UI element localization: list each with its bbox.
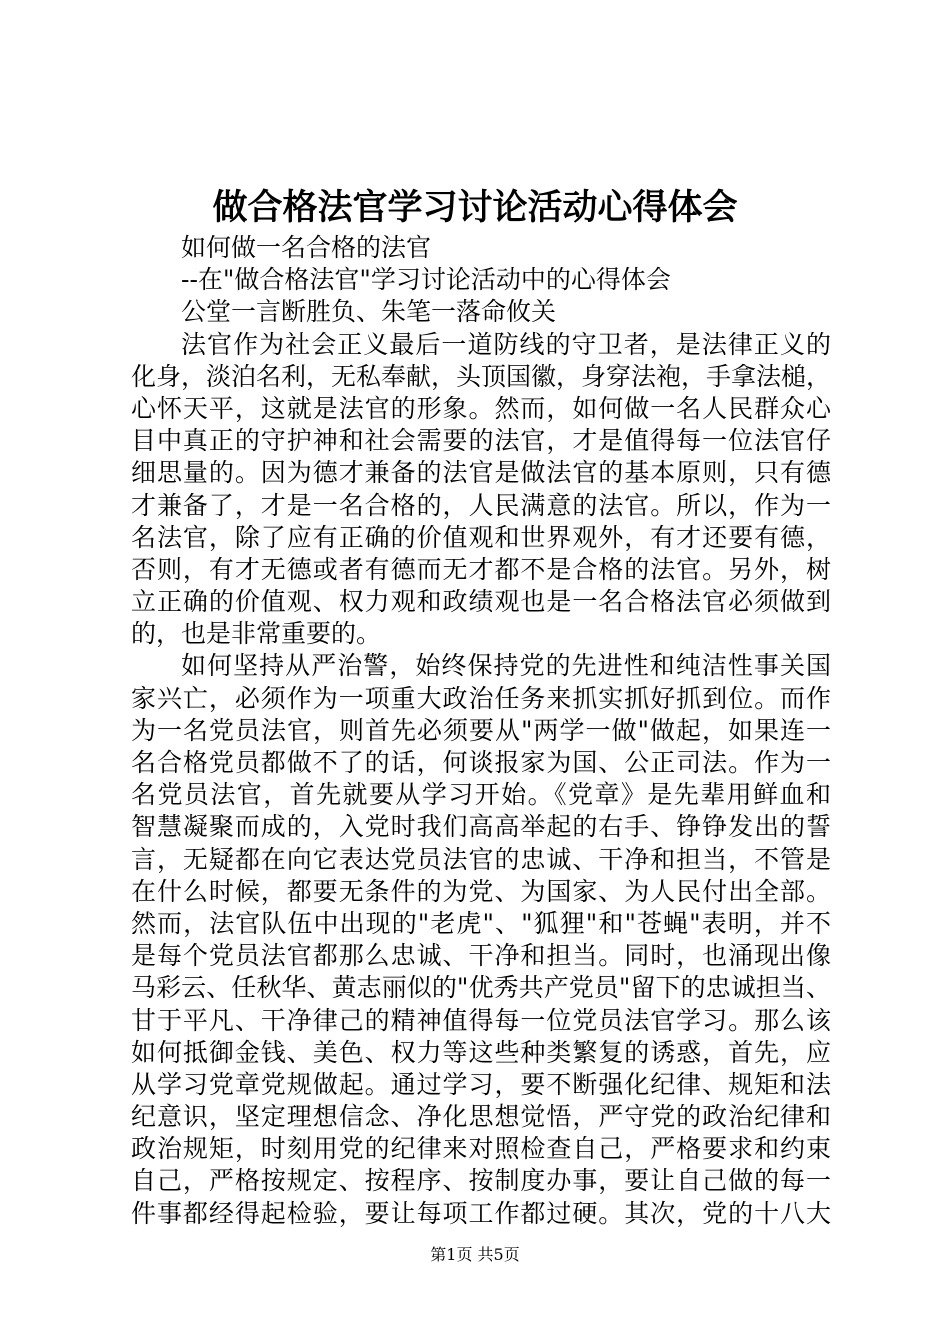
paragraph-line: 纪意识，坚定理想信念、净化思想觉悟，严守党的政治纪律和 xyxy=(131,1102,831,1132)
paragraph-line: 如何抵御金钱、美色、权力等这些种类繁复的诱惑，首先，应 xyxy=(131,1037,831,1067)
paragraph-line: 从学习党章党规做起。通过学习，要不断强化纪律、规矩和法 xyxy=(131,1069,831,1099)
paragraph-line: 家兴亡，必须作为一项重大政治任务来抓实抓好抓到位。而作 xyxy=(131,683,831,713)
paragraph-line: 名合格党员都做不了的话，何谈报家为国、公正司法。作为一 xyxy=(131,748,831,777)
paragraph-line: 为一名党员法官，则首先必须要从"两学一做"做起，如果连一 xyxy=(131,715,831,745)
paragraph-line: 化身，淡泊名利，无私奉献，头顶国徽，身穿法袍，手拿法槌， xyxy=(131,361,831,391)
page-number-footer: 第1页 共5页 xyxy=(430,1245,520,1264)
paragraph-line: 细思量的。因为德才兼备的法官是做法官的基本原则，只有德 xyxy=(131,458,831,488)
paragraph-line: 甘于平凡、干净律己的精神值得每一位党员法官学习。那么该 xyxy=(131,1005,831,1035)
paragraph-line: 名法官，除了应有正确的价值观和世界观外，有才还要有德， xyxy=(131,522,831,552)
paragraph-line: 立正确的价值观、权力观和政绩观也是一名合格法官必须做到 xyxy=(131,587,831,617)
paragraph-line: 智慧凝聚而成的，入党时我们高高举起的右手、铮铮发出的誓 xyxy=(131,812,831,842)
paragraph-line: 心怀天平，这就是法官的形象。然而，如何做一名人民群众心 xyxy=(131,393,831,423)
paragraph-line: 是每个党员法官都那么忠诚、干净和担当。同时，也涌现出像 xyxy=(131,941,831,971)
paragraph-line: 言，无疑都在向它表达党员法官的忠诚、干净和担当，不管是 xyxy=(131,844,831,874)
paragraph-line: 马彩云、任秋华、黄志丽似的"优秀共产党员"留下的忠诚担当、 xyxy=(131,973,831,1003)
subtitle-line: 公堂一言断胜负、朱笔一落命攸关 xyxy=(181,297,557,327)
subtitle-line: --在"做合格法官"学习讨论活动中的心得体会 xyxy=(181,265,671,295)
subtitle-line: 如何做一名合格的法官 xyxy=(181,233,432,262)
paragraph-line: 政治规矩，时刻用党的纪律来对照检查自己，严格要求和约束 xyxy=(131,1134,831,1164)
paragraph-line: 自己，严格按规定、按程序、按制度办事，要让自己做的每一 xyxy=(131,1166,831,1196)
paragraph-line: 否则，有才无德或者有德而无才都不是合格的法官。另外，树 xyxy=(131,554,831,584)
paragraph-line: 然而，法官队伍中出现的"老虎"、"狐狸"和"苍蝇"表明，并不 xyxy=(131,908,831,938)
paragraph-line: 件事都经得起检验，要让每项工作都过硬。其次，党的十八大 xyxy=(131,1198,831,1228)
paragraph-line: 法官作为社会正义最后一道防线的守卫者，是法律正义的 xyxy=(181,329,831,359)
paragraph-line: 目中真正的守护神和社会需要的法官，才是值得每一位法官仔 xyxy=(131,426,831,456)
paragraph-line: 如何坚持从严治警，始终保持党的先进性和纯洁性事关国 xyxy=(181,651,831,681)
paragraph-line: 名党员法官，首先就要从学习开始。《党章》是先辈用鲜血和 xyxy=(131,780,831,810)
paragraph-line: 在什么时候，都要无条件的为党、为国家、为人民付出全部。 xyxy=(131,876,831,906)
document-body xyxy=(131,232,831,1230)
paragraph-line: 才兼备了，才是一名合格的，人民满意的法官。所以，作为一 xyxy=(131,490,831,520)
document-title: 做合格法官学习讨论活动心得体会 xyxy=(212,187,738,228)
paragraph-line: 的，也是非常重要的。 xyxy=(131,619,382,649)
